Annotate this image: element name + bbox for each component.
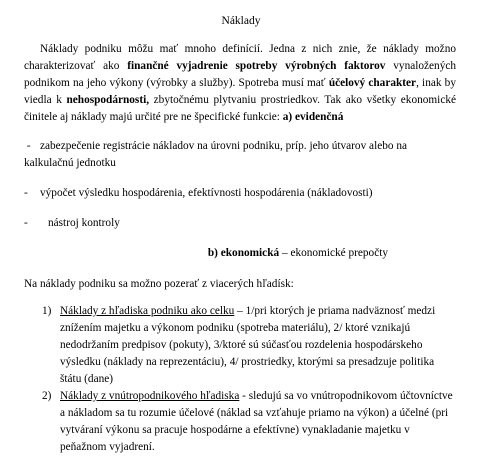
list-item (24, 388, 458, 456)
evidencna-item: - výpočet výsledku hospodárenia, efektívnosti hospodárenia (nákladovosti) (24, 187, 373, 199)
intro-bold-2: účelový charakter (328, 77, 417, 89)
list-item-number: 2) (42, 390, 52, 402)
list-item-heading: Náklady z hľadiska podniku ako celku (60, 305, 235, 317)
intro-text-4: zbytočnému plytvaniu prostriedkov. Tak ako všetky ekonomické činitele aj náklady majú určité pre ne špecifické funkcie: (24, 94, 456, 123)
list-item-text: – 1/pri ktorých je priama nadväznosť medzi znížením majetku a výkonom podniku (spotreba materiálu), 2/ ktoré vznikajú nedodržaním predpisov (pokuty), 3/ktoré sú súčasťou rozdelenia hospodárskeho výsledku (náklady na reprezentáciu), 4/ prostriedky, ktorými sa presadzuje politika štátu (dane) (60, 305, 436, 385)
function-evidencna-label: a) evidenčná (282, 111, 344, 123)
document-title: Náklady (221, 15, 261, 27)
function-ekonomicka-label: b) ekonomická (207, 247, 280, 259)
list-item-text: - sledujú sa vo vnútropodnikovom účtovníctve a nákladom sa tu rozumie účelové (náklad sa vzťahuje priamo na výkon) a účelné (pri vytváraní výkonu sa pracuje hospodárne a efektívne) vynakladanie majetku v peňažnom vyjadrení. (60, 390, 453, 453)
views-intro: Na náklady podniku sa možno pozerať z viacerých hľadísk: (24, 278, 294, 290)
evidencna-item: - nástroj kontroly (24, 217, 120, 229)
intro-text-2: vynaložených podnikom na jeho výkony (výrobky a služby). Spotreba musí mať (24, 60, 457, 89)
list-item-heading: Náklady z vnútropodnikového hľadiska (60, 390, 240, 402)
intro-bold-3: nehospodárnosti, (66, 94, 150, 106)
function-ekonomicka (24, 245, 458, 262)
function-ekonomicka-text: – ekonomické prepočty (279, 247, 388, 259)
intro-bold-1: finančné vyjadrenie spotreby výrobných faktorov (127, 60, 386, 72)
list-item (24, 303, 458, 388)
intro-text-1: Náklady podniku môžu mať mnoho definícií. Jedna z nich znie, že náklady možno charakterizovať ako (24, 43, 456, 72)
views-list (24, 303, 458, 456)
evidencna-item: - zabezpečenie registrácie nákladov na úrovni podniku, príp. jeho útvarov alebo na kalkulačnú jednotku (24, 140, 408, 169)
evidencna-item-text: zabezpečenie registrácie nákladov na úrovni podniku, príp. jeho útvarov alebo na kalkulačnú jednotku (24, 140, 408, 169)
evidencna-item-text: nástroj kontroly (48, 217, 120, 229)
intro-paragraph (24, 41, 456, 126)
evidencna-item-text: výpočet výsledku hospodárenia, efektívnosti hospodárenia (nákladovosti) (40, 187, 373, 199)
list-item-number: 1) (42, 305, 52, 317)
intro-text-3: , inak by viedla k (24, 77, 456, 106)
